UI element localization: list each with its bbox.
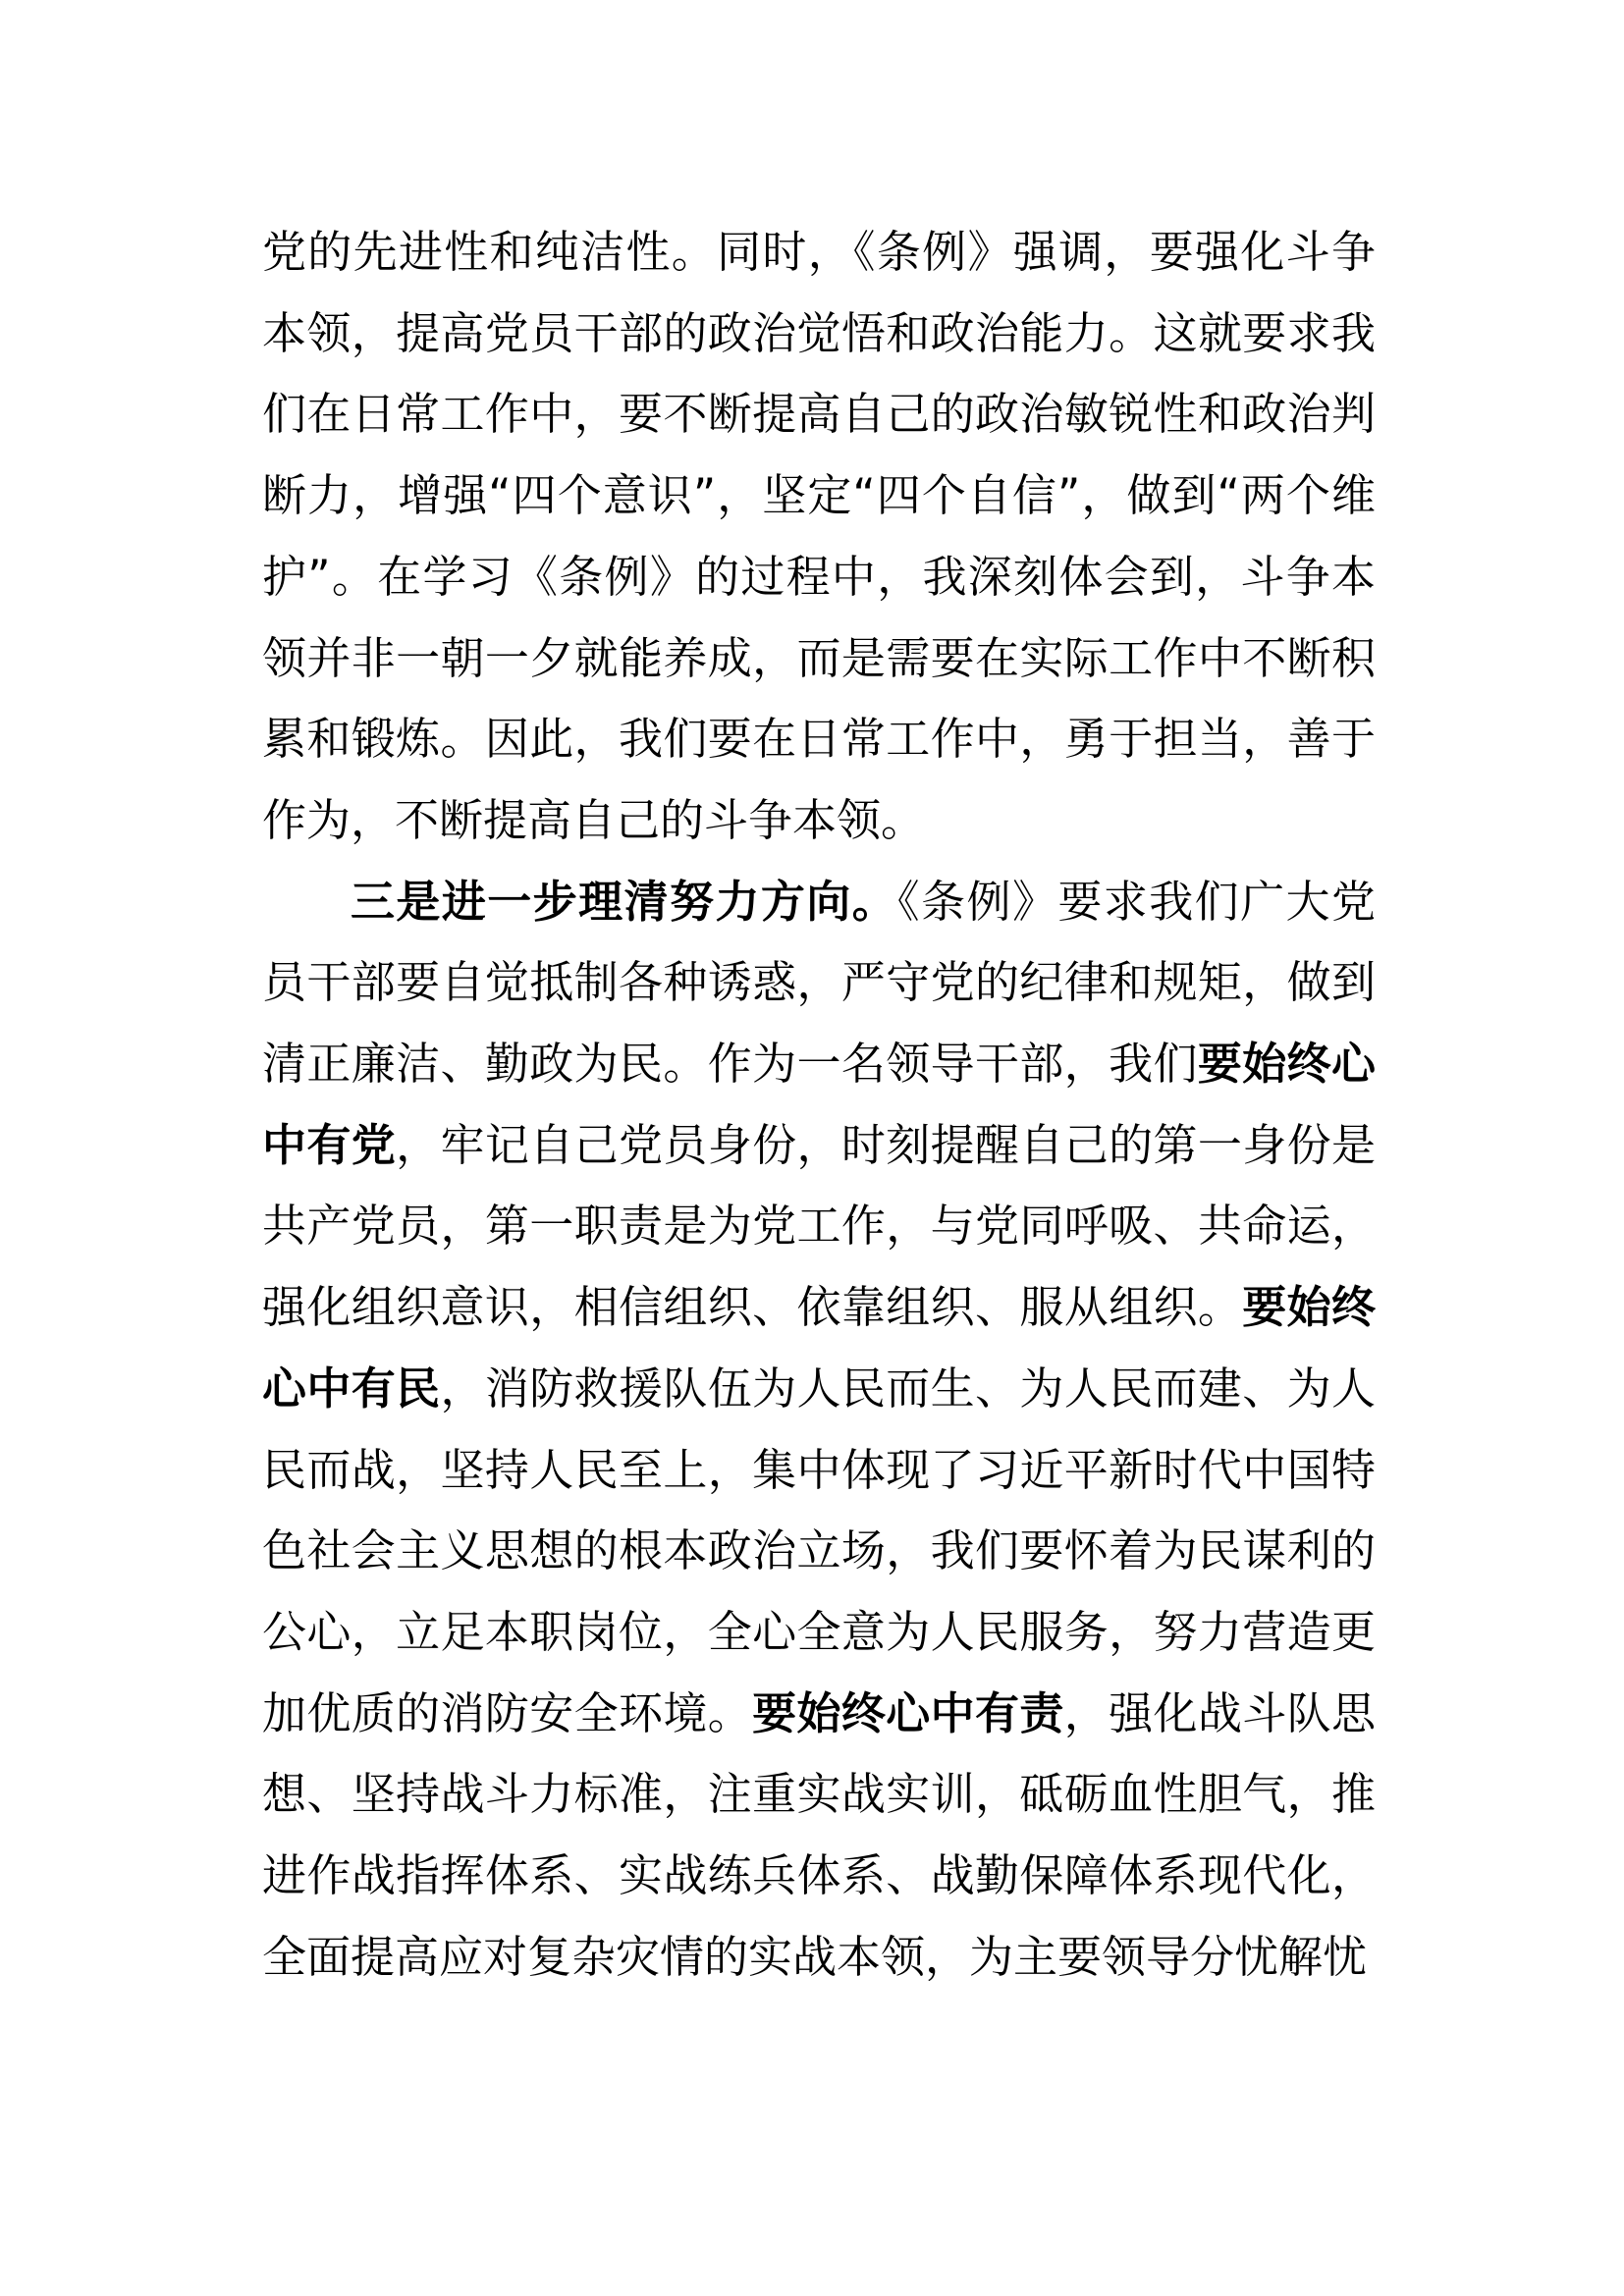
emphasis-duty: 要始终心中有责: [752, 1686, 1064, 1739]
emphasis-party: 要始终心中有党: [262, 1038, 1376, 1171]
document-page: [262, 212, 1376, 1998]
paragraph-direction: [262, 862, 1376, 1999]
body-text: ，强化战斗队思想、坚持战斗力标准，注重实战实训，砥砺血性胆气，推进作战指挥体系、实战练兵体系、战勤保障体系现代化，全面提高应对复杂灾情的实战本领，为主要领导分忧解忧: [262, 1686, 1376, 1983]
body-text: ，牢记自己党员身份，时刻提醒自己的第一身份是共产党员，第一职责是为党工作，与党同呼吸、共命运，强化组织意识，相信组织、依靠组织、服从组织。: [262, 1118, 1376, 1334]
body-text: 《条例》要求我们广大党员干部要自觉抵制各种诱惑，严守党的纪律和规矩，做到清正廉洁、勤政为民。作为一名领导干部，我们: [262, 875, 1376, 1091]
body-text: ，消防救援队伍为人民而生、为人民而建、为人民而战，坚持人民至上，集中体现了习近平新时代中国特色社会主义思想的根本政治立场，我们要怀着为民谋利的公心，立足本职岗位，全心全意为人民服务，努力营造更加优质的消防安全环境。: [262, 1362, 1376, 1739]
paragraph-struggle-skills: [262, 212, 1376, 862]
body-text: 党的先进性和纯洁性。同时，《条例》强调，要强化斗争本领，提高党员干部的政治觉悟和政治能力。这就要求我们在日常工作中，要不断提高自己的政治敏锐性和政治判断力，增强“四个意识”，坚定“四个自信”，做到“两个维护”。在学习《条例》的过程中，我深刻体会到，斗争本领并非一朝一夕就能养成，而是需要在实际工作中不断积累和锻炼。因此，我们要在日常工作中，勇于担当，善于作为，不断提高自己的斗争本领。: [262, 226, 1376, 846]
section-heading: 三是进一步理清努力方向。: [351, 875, 898, 928]
emphasis-people: 要始终心中有民: [262, 1281, 1376, 1415]
